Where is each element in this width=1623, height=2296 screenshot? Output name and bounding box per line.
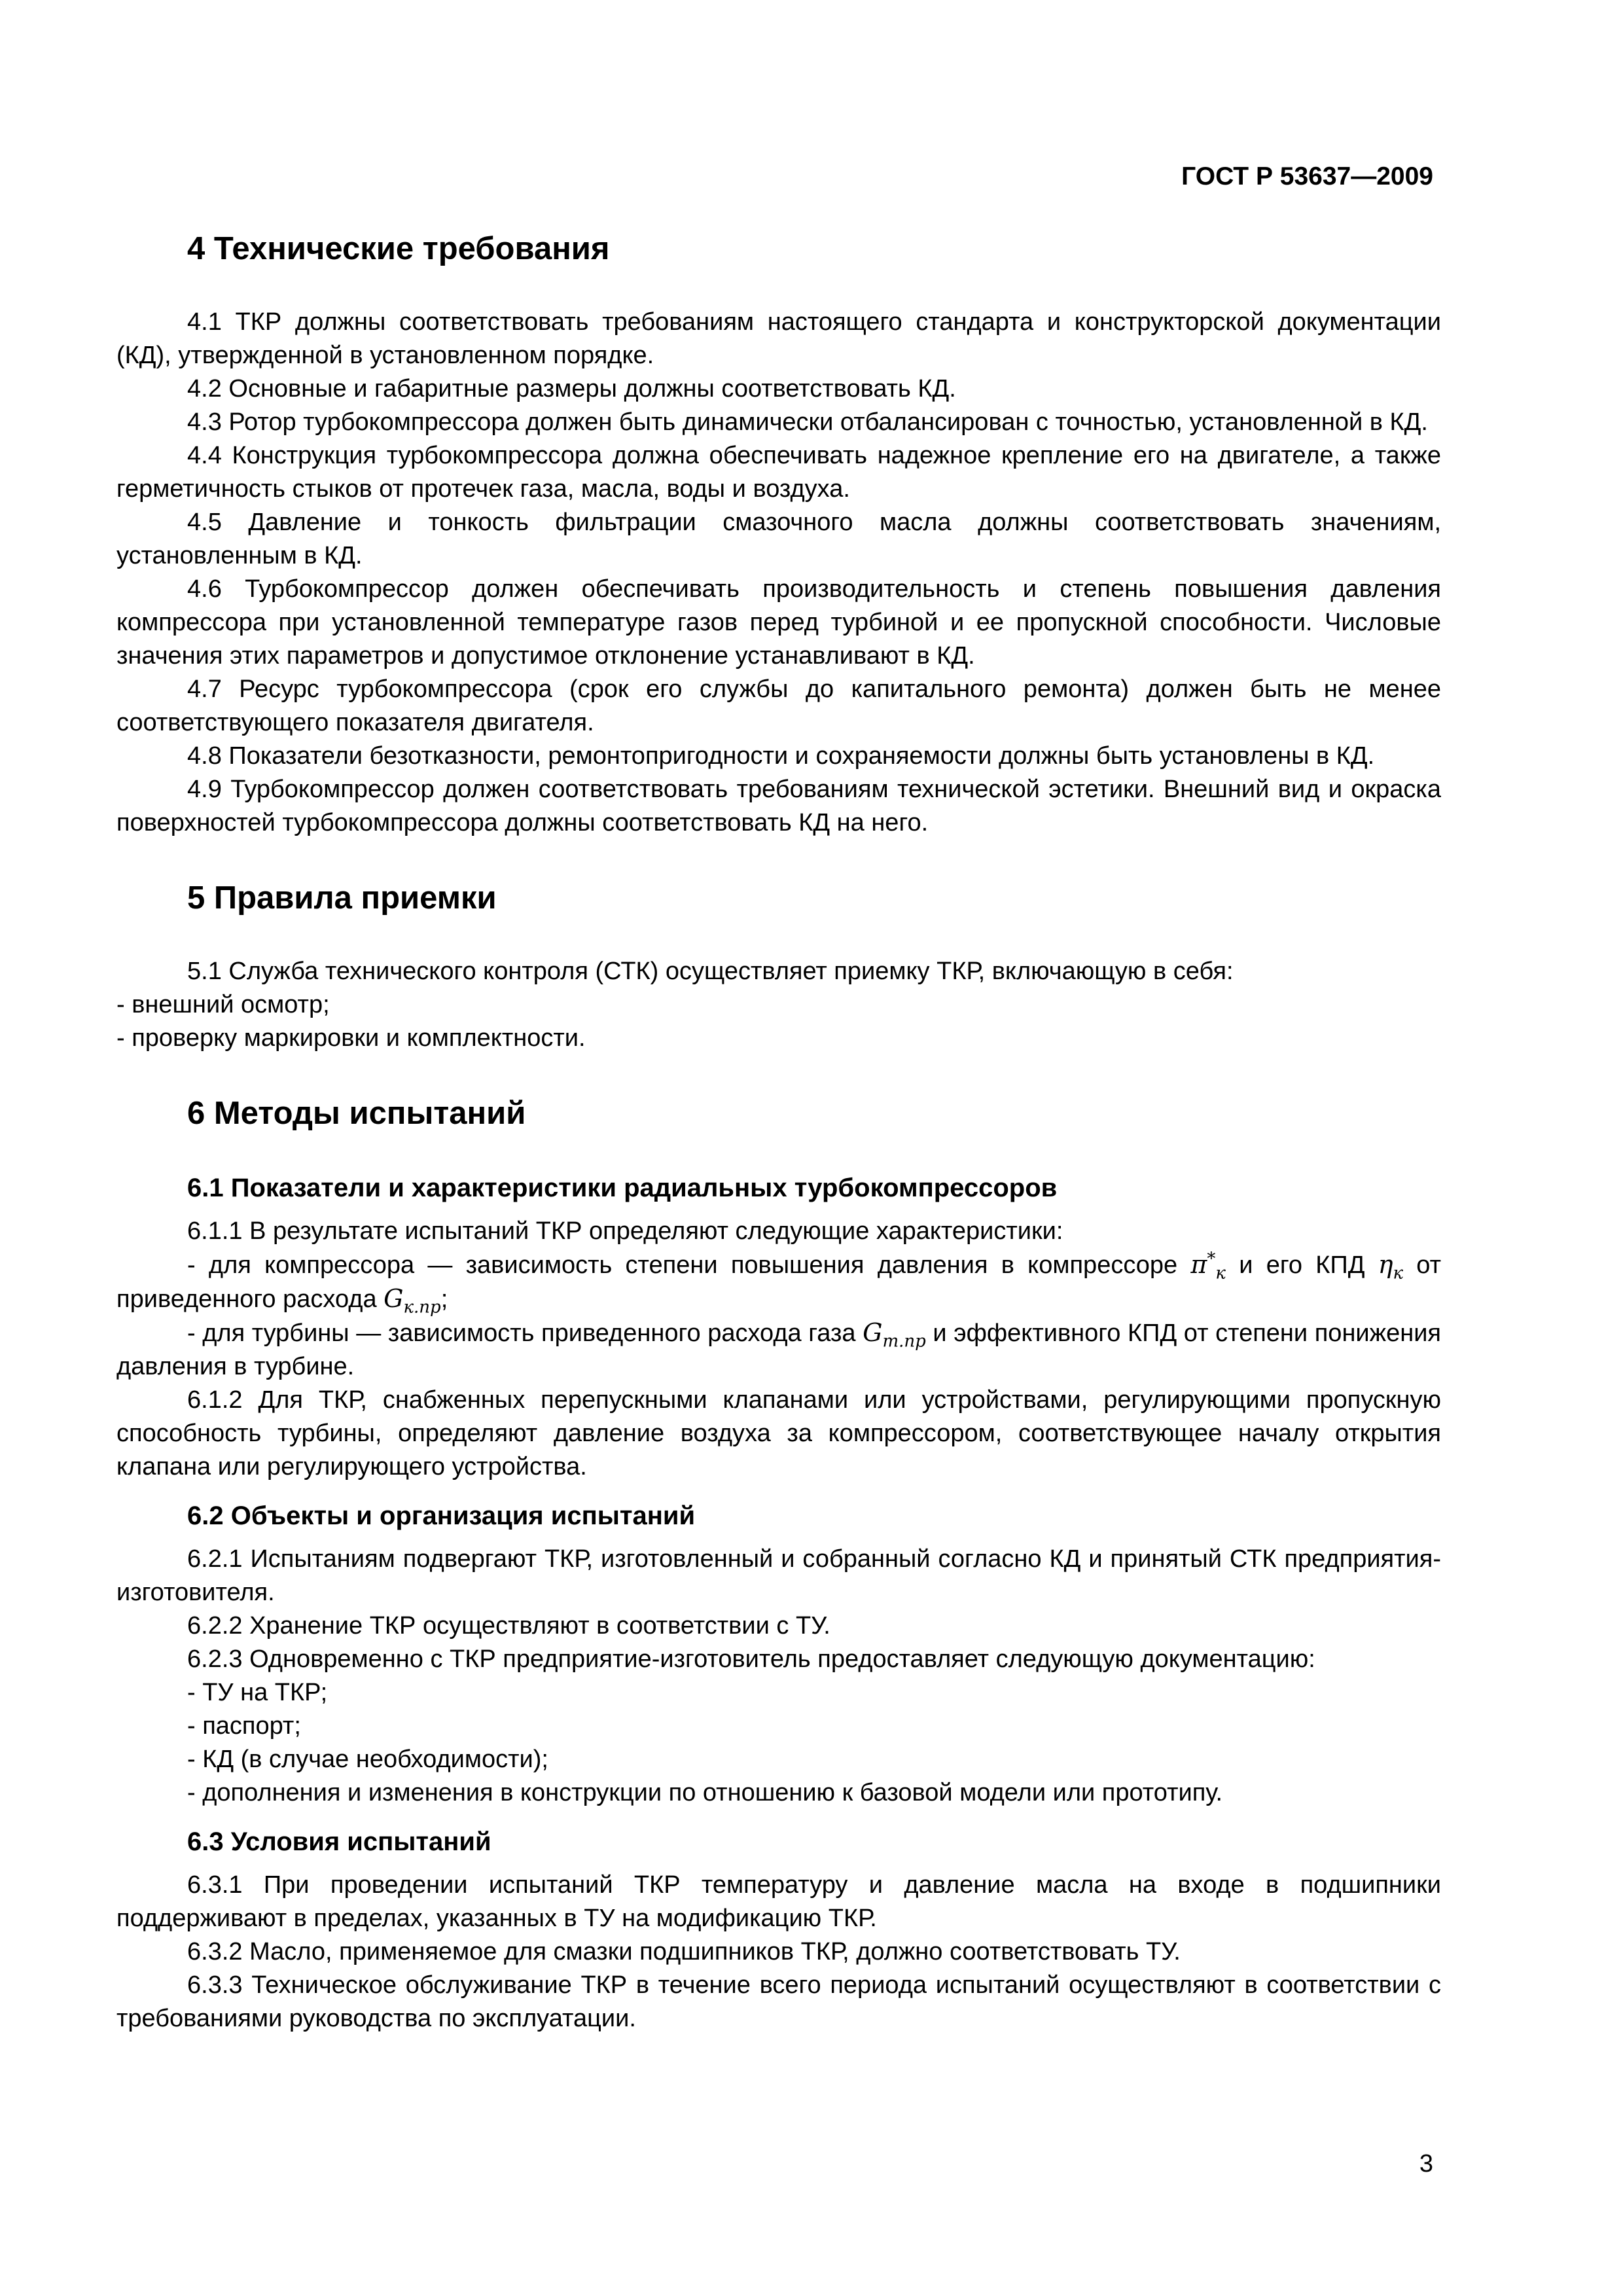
list-item: - внешний осмотр; bbox=[116, 991, 330, 1018]
paragraph-6-3-2: 6.3.2 Масло, применяемое для смазки подшипников ТКР, должно соответствовать ТУ. bbox=[187, 1938, 1181, 1965]
paragraph-4-1: 4.1 ТКР должны соответствовать требованиям настоящего стандарта и конструкторской документации (КД), утвержденной в установленном порядке. bbox=[116, 308, 1441, 369]
paragraph-6-3-3: 6.3.3 Техническое обслуживание ТКР в течение всего периода испытаний осуществляют в соответствии с требованиями руководства по эксплуатации. bbox=[116, 1971, 1441, 2032]
list-item: - проверку маркировки и комплектности. bbox=[116, 1024, 586, 1052]
paragraph-6-3-1: 6.3.1 При проведении испытаний ТКР температуру и давление масла на входе в подшипники поддерживают в пределах, указанных в ТУ на модификацию ТКР. bbox=[116, 1871, 1441, 1932]
subsection-6-2-heading: 6.2 Объекты и организация испытаний bbox=[187, 1501, 696, 1530]
page-number: 3 bbox=[1419, 2150, 1433, 2178]
list-item: - паспорт; bbox=[187, 1712, 301, 1740]
section-6-heading: 6 Методы испытаний bbox=[187, 1096, 526, 1131]
paragraph-4-7: 4.7 Ресурс турбокомпрессора (срок его службы до капитального ремонта) должен быть не менее соответствующего показателя двигателя. bbox=[116, 675, 1441, 736]
paragraph-4-3: 4.3 Ротор турбокомпрессора должен быть динамически отбалансирован с точностью, установленной в КД. bbox=[187, 408, 1428, 436]
eta-k-symbol: $\eta_к$ bbox=[1378, 1250, 1404, 1283]
section-5-heading: 5 Правила приемки bbox=[187, 880, 497, 916]
paragraph-6-2-2: 6.2.2 Хранение ТКР осуществляют в соответствии с ТУ. bbox=[187, 1612, 830, 1640]
paragraph-4-2: 4.2 Основные и габаритные размеры должны соответствовать КД. bbox=[187, 375, 956, 403]
paragraph-4-8: 4.8 Показатели безотказности, ремонтопригодности и сохраняемости должны быть установлены в КД. bbox=[187, 742, 1375, 770]
document-code: ГОСТ Р 53637—2009 bbox=[1181, 162, 1433, 190]
page-content bbox=[116, 226, 1441, 2036]
paragraph-6-1-1: 6.1.1 В результате испытаний ТКР определяют следующие характеристики: bbox=[187, 1217, 1063, 1245]
list-item: - КД (в случае необходимости); bbox=[187, 1746, 548, 1773]
list-item: - ТУ на ТКР; bbox=[187, 1679, 328, 1706]
g-k-pr-symbol: $G_{к.пр}$ bbox=[383, 1284, 441, 1318]
list-item: - дополнения и изменения в конструкции по отношению к базовой модели или прототипу. bbox=[187, 1779, 1223, 1806]
paragraph-4-9: 4.9 Турбокомпрессор должен соответствовать требованиям технической эстетики. Внешний вид и окраска поверхностей турбокомпрессора должны соответствовать КД на него. bbox=[116, 776, 1441, 836]
paragraph-6-2-3: 6.2.3 Одновременно с ТКР предприятие-изготовитель предоставляет следующую документацию: bbox=[187, 1645, 1315, 1673]
subsection-6-3-heading: 6.3 Условия испытаний bbox=[187, 1827, 491, 1856]
pi-k-star-symbol: $\pi^*_к$ bbox=[1190, 1249, 1226, 1283]
paragraph-4-4: 4.4 Конструкция турбокомпрессора должна обеспечивать надежное крепление его на двигателе, а также герметичность стыков от протечек газа, масла, воды и воздуха. bbox=[116, 442, 1441, 503]
turbine-characteristic: - для турбины — зависимость приведенного расхода газа $G_{т.пр}$ и эффективного КПД от степени понижения давления в турбине. bbox=[116, 1318, 1442, 1380]
paragraph-6-1-2: 6.1.2 Для ТКР, снабженных перепускными клапанами или устройствами, регулирующими пропускную способность турбины, определяют давление воздуха за компрессором, соответствующее началу открытия клапана или регулирующего устройства. bbox=[116, 1386, 1441, 1480]
paragraph-4-5: 4.5 Давление и тонкость фильтрации смазочного масла должны соответствовать значениям, установленным в КД. bbox=[116, 509, 1441, 569]
g-t-pr-symbol: $G_{т.пр}$ bbox=[863, 1318, 926, 1352]
subsection-6-1-heading: 6.1 Показатели и характеристики радиальных турбокомпрессоров bbox=[187, 1174, 1058, 1202]
paragraph-6-2-1: 6.2.1 Испытаниям подвергают ТКР, изготовленный и собранный согласно КД и принятый СТК предприятия-изготовителя. bbox=[116, 1545, 1441, 1606]
paragraph-5-1: 5.1 Служба технического контроля (СТК) осуществляет приемку ТКР, включающую в себя: bbox=[187, 958, 1234, 985]
paragraph-4-6: 4.6 Турбокомпрессор должен обеспечивать производительность и степень повышения давления компрессора при установленной температуре газов перед турбиной и ее пропускной способности. Числовые значения этих параметров и допустимое отклонение устанавливают в КД. bbox=[116, 575, 1441, 670]
section-4-heading: 4 Технические требования bbox=[187, 231, 610, 266]
compressor-characteristic: - для компрессора — зависимость степени повышения давления в компрессоре $\pi^*_к$ и его КПД $\eta_к$ от приведенного расхода $G_{к.пр}$; bbox=[116, 1249, 1442, 1318]
